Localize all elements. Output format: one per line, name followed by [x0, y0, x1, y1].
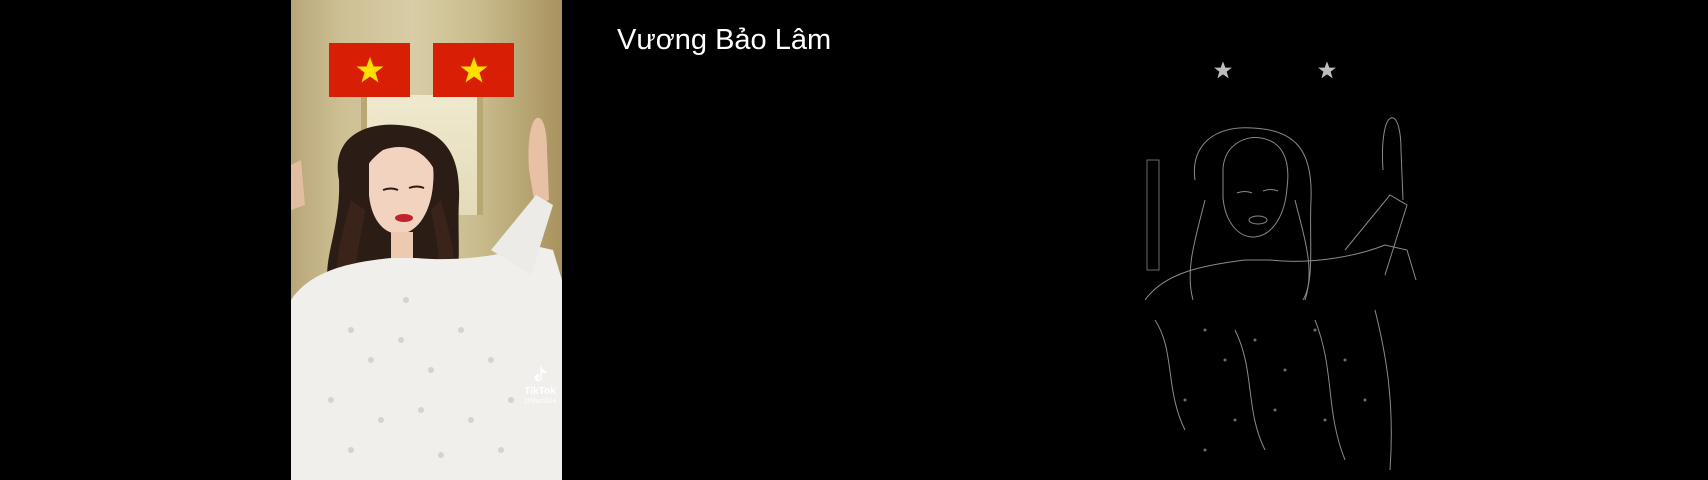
tiktok-brand-text: TikTok [524, 386, 556, 397]
dancing-woman [291, 0, 562, 480]
video-title: Vương Bảo Lâm [617, 24, 832, 56]
tiktok-note-icon [529, 364, 551, 386]
tiktok-handle: @lilian024 [523, 398, 557, 405]
edge-outline-figure [1145, 50, 1417, 480]
tiktok-watermark [521, 364, 559, 406]
edge-detection-panel [1145, 50, 1417, 480]
video-panel [291, 0, 562, 480]
